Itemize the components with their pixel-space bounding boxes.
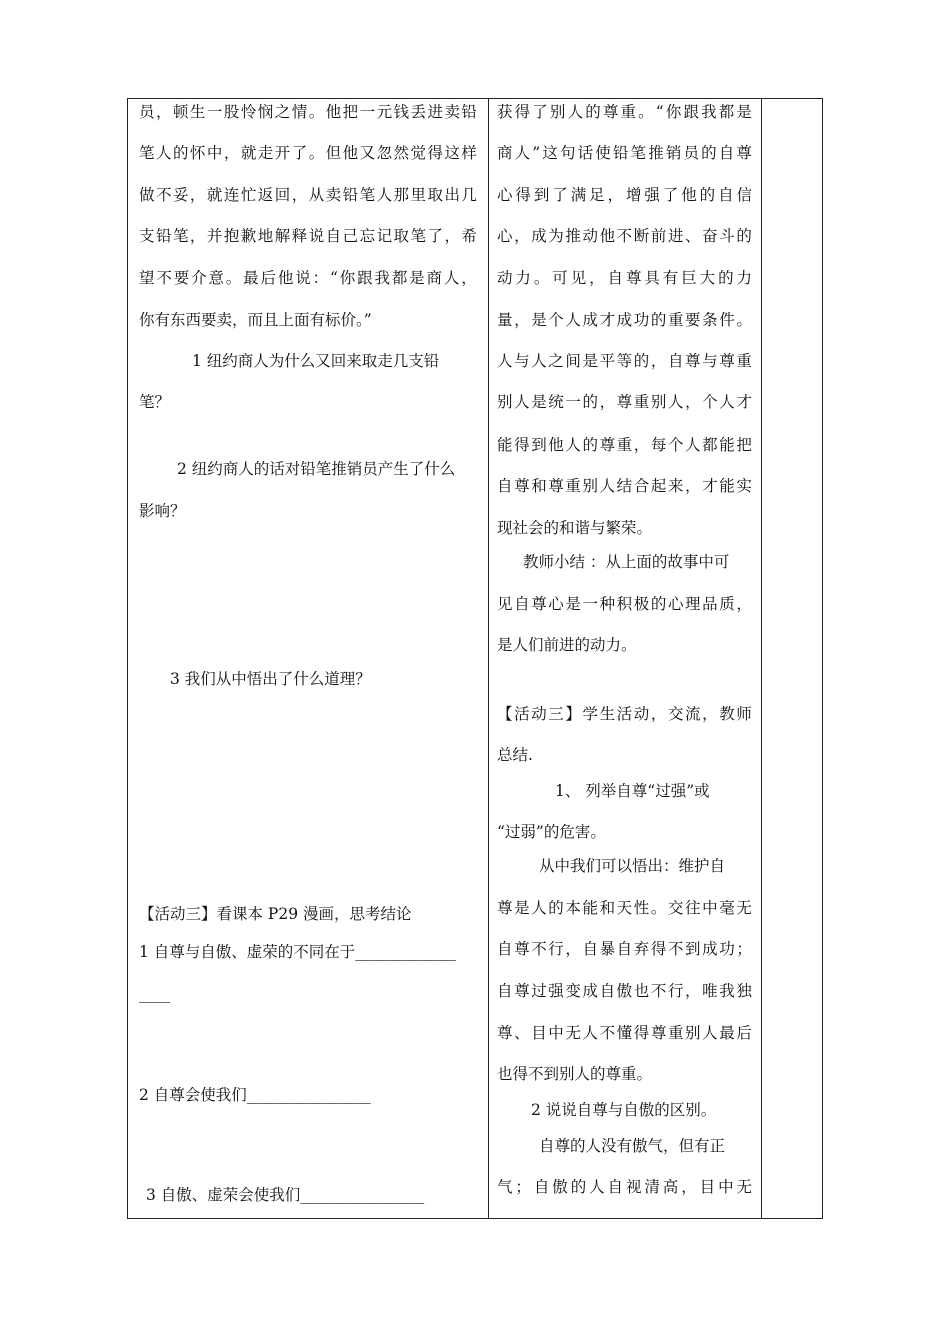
lesson-line: 尊 、 目 中 无 人 不 懂 得 尊 重 别 人 最 后 [497, 1024, 752, 1042]
question-1-cont: 笔？ [139, 393, 171, 411]
fill-blank-1: 1 自尊与自傲、虚荣的不同在于_____________ [139, 943, 457, 961]
lesson-line: 自 尊 不 行 ， 自 暴 自 弃 得 不 到 成 功 ； [497, 940, 752, 958]
story-line: 支 铅 笔 ， 并 抱 歉 地 解 释 说 自 己 忘 记 取 笔 了 ， 希 [139, 227, 477, 245]
teacher-summary-cont: 见 自 尊 心 是 一 种 积 极 的 心 理 品 质 ， [497, 595, 752, 613]
question-1: 1 纽约商人为什么又回来取走几支铅 [192, 352, 440, 370]
column-divider-1 [488, 99, 489, 1218]
list-item-1-cont: “过弱”的危害。 [497, 823, 606, 841]
list-item-1: 1、 列举自尊“过强”或 [555, 782, 710, 800]
teacher-summary: 教师小结 ：从上面的故事中可 [523, 553, 730, 571]
difference-answer-cont: 气 ； 自 傲 的 人 自 视 清 高 ， 目 中 无 [497, 1178, 752, 1196]
fill-blank-2: 2 自尊会使我们________________ [139, 1086, 371, 1104]
activity-3-heading-cont: 总结. [497, 746, 533, 764]
story-line: 笔 人 的 怀 中 ， 就 走 开 了 。 但 他 又 忽 然 觉 得 这 样 [139, 144, 477, 162]
fill-blank-3: 3 自傲、虚荣会使我们________________ [146, 1186, 425, 1204]
lesson-line: 也得不到别人的尊重。 [497, 1065, 653, 1083]
lesson-line: 从中我们可以悟出：维护自 [539, 857, 726, 875]
teacher-summary-cont: 是人们前进的动力。 [497, 636, 637, 654]
explanation-line: 商 人 ” 这 句 话 使 铅 笔 推 销 员 的 自 尊 [497, 144, 752, 162]
explanation-line: 能 得 到 他 人 的 尊 重 ， 每 个 人 都 能 把 [497, 436, 752, 454]
story-line: 做 不 妥 ， 就 连 忙 返 回 ， 从 卖 铅 笔 人 那 里 取 出 几 [139, 186, 477, 204]
difference-answer: 自尊的人没有傲气，但有正 [539, 1137, 726, 1155]
explanation-line: 别 人 是 统 一 的 ， 尊 重 别 人 ， 个 人 才 [497, 393, 752, 411]
explanation-line: 人 与 人 之 间 是 平 等 的 ， 自 尊 与 尊 重 [497, 352, 752, 370]
explanation-line: 自 尊 和 尊 重 别 人 结 合 起 来 ， 才 能 实 [497, 477, 752, 495]
question-2-cont: 影响？ [139, 502, 186, 520]
fill-blank-1-cont: ____ [139, 985, 170, 1003]
right-column [762, 99, 823, 1218]
explanation-line: 动 力 。 可 见 ， 自 尊 具 有 巨 大 的 力 [497, 269, 752, 287]
explanation-line: 心 ， 成 为 推 动 他 不 断 前 进 、 奋 斗 的 [497, 227, 752, 245]
question-2: 2 纽约商人的话对铅笔推销员产生了什么 [177, 460, 456, 478]
explanation-line: 现社会的和谐与繁荣。 [497, 519, 653, 537]
explanation-line: 量 ， 是 个 人 成 才 成 功 的 重 要 条 件 。 [497, 311, 752, 329]
lesson-line: 尊 是 人 的 本 能 和 天 性 。 交 往 中 毫 无 [497, 899, 752, 917]
story-line: 员 ， 顿 生 一 股 怜 悯 之 情 。 他 把 一 元 钱 丢 进 卖 铅 [139, 103, 477, 121]
lesson-line: 自 尊 过 强 变 成 自 傲 也 不 行 ， 唯 我 独 [497, 982, 752, 1000]
lesson-table [127, 98, 823, 1219]
story-line: 望 不 要 介 意 。 最 后 他 说 ： “ 你 跟 我 都 是 商 人 ， [139, 269, 477, 287]
explanation-line: 心 得 到 了 满 足 ， 增 强 了 他 的 自 信 [497, 186, 752, 204]
activity-3-title: 【活动三】看课本 P29 漫画，思考结论 [139, 905, 412, 923]
explanation-line: 获 得 了 别 人 的 尊 重 。 “ 你 跟 我 都 是 [497, 103, 752, 121]
question-3: 3 我们从中悟出了什么道理？ [170, 670, 371, 688]
story-line: 你有东西要卖，而且上面有标价。” [139, 311, 372, 329]
activity-3-heading: 【 活 动 三 】 学 生 活 动 ， 交 流 ， 教 师 [497, 705, 752, 723]
difference-question: 2 说说自尊与自傲的区别。 [531, 1101, 717, 1119]
